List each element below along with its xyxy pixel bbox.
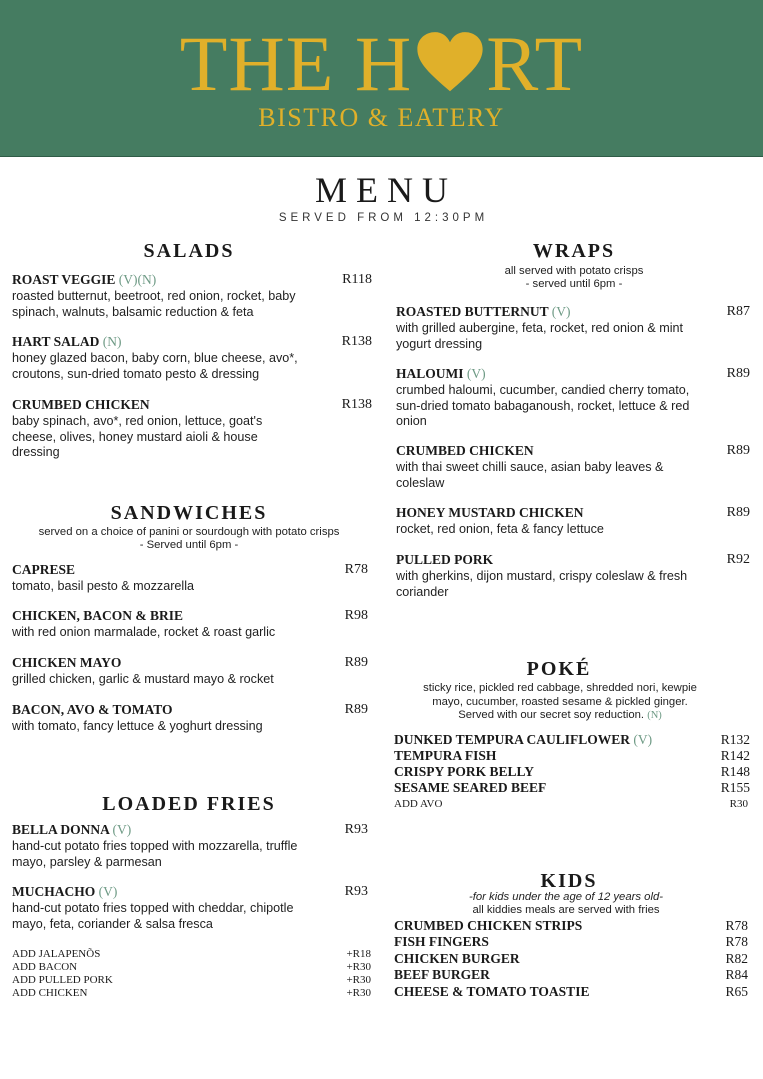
- item-price: R93: [344, 822, 368, 837]
- addon-row: [12, 948, 371, 961]
- section-note: - Served until 6pm -: [139, 539, 239, 551]
- item-name: CHICKEN BURGER: [394, 951, 520, 966]
- section-title-wraps: WRAPS: [532, 240, 616, 262]
- section-title-salads: SALADS: [143, 240, 235, 262]
- item-price: R132: [720, 732, 750, 747]
- item-name: CHICKEN, BACON & BRIE: [12, 608, 184, 623]
- section-note: mayo, cucumber, roasted sesame & pickled ginger.: [432, 696, 688, 708]
- item-description: with gherkins, dijon mustard, crispy coleslaw & fresh coriander: [396, 569, 688, 599]
- menu-item: [12, 562, 368, 595]
- item-price: R87: [726, 304, 750, 319]
- kids-item: [394, 984, 748, 1001]
- item-description: grilled chicken, garlic & mustard mayo & rocket: [12, 672, 274, 686]
- item-price: R89: [726, 366, 750, 381]
- item-name: BACON, AVO & TOMATO: [12, 702, 173, 717]
- item-name: MUCHACHO: [12, 884, 96, 899]
- addon-price: +R30: [346, 987, 371, 999]
- kids-item: [394, 967, 748, 984]
- addon-row: [12, 961, 371, 974]
- menu-item: [12, 608, 368, 641]
- item-price: R148: [720, 764, 750, 779]
- item-description: with red onion marmalade, rocket & roast garlic: [12, 625, 276, 639]
- dietary-tag: (V): [98, 884, 118, 899]
- kids-item: [394, 934, 748, 951]
- logo-text-part2: RT: [486, 20, 584, 107]
- item-price: R155: [720, 780, 750, 795]
- addon-name: ADD CHICKEN: [12, 987, 88, 999]
- item-name: CRISPY PORK BELLY: [394, 764, 535, 779]
- menu-item: [12, 334, 372, 382]
- addon-row: [394, 798, 748, 811]
- item-price: R78: [344, 562, 368, 577]
- left-column: [12, 0, 372, 1079]
- dietary-tag: (V): [466, 366, 486, 381]
- poke-item: [394, 764, 750, 781]
- item-price: R89: [726, 505, 750, 520]
- item-price: R65: [725, 984, 748, 999]
- item-description: hand-cut potato fries topped with cheddar, chipotle mayo, feta, coriander & salsa fresca: [12, 901, 294, 931]
- poke-item: [394, 732, 750, 749]
- menu-title: MENU: [315, 170, 457, 210]
- section-title-loaded-fries: LOADED FRIES: [102, 793, 276, 815]
- menu-item: [12, 655, 368, 688]
- logo-text-part1: THE H: [179, 20, 413, 107]
- poke-item: [394, 780, 750, 797]
- item-price: R92: [726, 552, 750, 567]
- addon-name: ADD JALAPENÕS: [12, 948, 101, 960]
- item-name: HART SALAD: [12, 334, 100, 349]
- item-price: R89: [726, 443, 750, 458]
- dietary-tag: (V): [112, 822, 132, 837]
- item-description: hand-cut potato fries topped with mozzarella, truffle mayo, parsley & parmesan: [12, 839, 298, 869]
- section-note: sticky rice, pickled red cabbage, shredded nori, kewpie: [423, 682, 697, 694]
- item-price: R142: [720, 748, 750, 763]
- item-name: BEEF BURGER: [394, 967, 490, 982]
- item-name: CAPRESE: [12, 562, 76, 577]
- item-price: R84: [725, 967, 748, 982]
- item-description: with grilled aubergine, feta, rocket, red onion & mint yogurt dressing: [396, 321, 684, 351]
- section-note: served on a choice of panini or sourdough with potato crisps: [38, 526, 340, 538]
- addon-name: ADD BACON: [12, 961, 78, 973]
- item-price: R82: [725, 951, 748, 966]
- item-name: PULLED PORK: [396, 552, 494, 567]
- item-description: crumbed haloumi, cucumber, candied cherry tomato, sun-dried tomato babaganoush, rocket, lettuce & red onion: [396, 383, 690, 428]
- item-description: tomato, basil pesto & mozzarella: [12, 579, 194, 593]
- dietary-tag: (V)(N): [118, 272, 157, 287]
- kids-item: [394, 918, 748, 935]
- section-note: - served until 6pm -: [525, 278, 623, 290]
- menu-item: [12, 702, 368, 735]
- item-description: with thai sweet chilli sauce, asian baby leaves & coleslaw: [396, 460, 664, 490]
- item-name: ROASTED BUTTERNUT: [396, 304, 549, 319]
- item-name: HALOUMI: [396, 366, 464, 381]
- item-name: ROAST VEGGIE: [12, 272, 116, 287]
- item-price: R98: [344, 608, 368, 623]
- section-title-poke: POKÉ: [526, 658, 592, 680]
- item-description: roasted butternut, beetroot, red onion, rocket, baby spinach, walnuts, balsamic reduction & feta: [12, 289, 296, 319]
- item-description: rocket, red onion, feta & fancy lettuce: [396, 522, 604, 536]
- addon-name: ADD AVO: [394, 798, 443, 810]
- right-column: [396, 0, 752, 1079]
- item-name: TEMPURA FISH: [394, 748, 497, 763]
- menu-item: [12, 884, 368, 932]
- menu-item: [12, 397, 372, 461]
- menu-item: [396, 304, 750, 352]
- dietary-tag: (V): [551, 304, 571, 319]
- item-name: CRUMBED CHICKEN: [396, 443, 534, 458]
- menu-item: [396, 505, 750, 538]
- dietary-tag: (N): [647, 710, 662, 721]
- item-price: R138: [341, 397, 372, 412]
- item-price: R118: [342, 272, 372, 287]
- item-description: baby spinach, avo*, red onion, lettuce, goat's cheese, olives, honey mustard aioli & house dressing: [12, 414, 263, 459]
- dietary-tag: (V): [633, 732, 653, 747]
- section-note: all kiddies meals are served with fries: [472, 904, 660, 916]
- dietary-tag: (N): [102, 334, 122, 349]
- item-name: SESAME SEARED BEEF: [394, 780, 547, 795]
- item-name: CRUMBED CHICKEN STRIPS: [394, 918, 583, 933]
- item-name: HONEY MUSTARD CHICKEN: [396, 505, 584, 520]
- item-price: R93: [344, 884, 368, 899]
- section-note: all served with potato crisps: [504, 265, 644, 277]
- menu-item: [12, 272, 372, 320]
- item-price: R78: [725, 918, 748, 933]
- addon-price: R30: [729, 798, 748, 810]
- section-title-sandwiches: SANDWICHES: [110, 502, 268, 524]
- logo-subtitle: BISTRO & EATERY: [258, 103, 505, 132]
- item-price: R78: [725, 934, 748, 949]
- served-from-text: SERVED FROM 12:30PM: [278, 212, 489, 224]
- item-price: R89: [344, 702, 368, 717]
- addon-row: [12, 974, 371, 987]
- item-name: DUNKED TEMPURA CAULIFLOWER: [394, 732, 631, 747]
- addon-name: ADD PULLED PORK: [12, 974, 113, 986]
- section-note: [380, 709, 740, 722]
- section-note: -for kids under the age of 12 years old-: [468, 891, 664, 903]
- menu-item: [396, 443, 750, 491]
- item-name: FISH FINGERS: [394, 934, 489, 949]
- section-title-kids: KIDS: [540, 870, 598, 892]
- item-name: CHICKEN MAYO: [12, 655, 122, 670]
- item-description: with tomato, fancy lettuce & yoghurt dressing: [12, 719, 263, 733]
- poke-item: [394, 748, 750, 765]
- addon-price: +R30: [346, 961, 371, 973]
- addon-row: [12, 987, 371, 1000]
- menu-item: [396, 366, 750, 430]
- item-description: honey glazed bacon, baby corn, blue cheese, avo*, croutons, sun-dried tomato pesto & dressing: [12, 351, 298, 381]
- item-name: CHEESE & TOMATO TOASTIE: [394, 984, 590, 999]
- menu-item: [396, 552, 750, 600]
- item-name: CRUMBED CHICKEN: [12, 397, 150, 412]
- addon-price: +R30: [346, 974, 371, 986]
- poke-note-text: Served with our secret soy reduction.: [458, 709, 645, 721]
- addon-price: +R18: [346, 948, 371, 960]
- item-price: R89: [344, 655, 368, 670]
- menu-item: [12, 822, 368, 870]
- kids-item: [394, 951, 748, 968]
- item-name: BELLA DONNA: [12, 822, 110, 837]
- item-price: R138: [341, 334, 372, 349]
